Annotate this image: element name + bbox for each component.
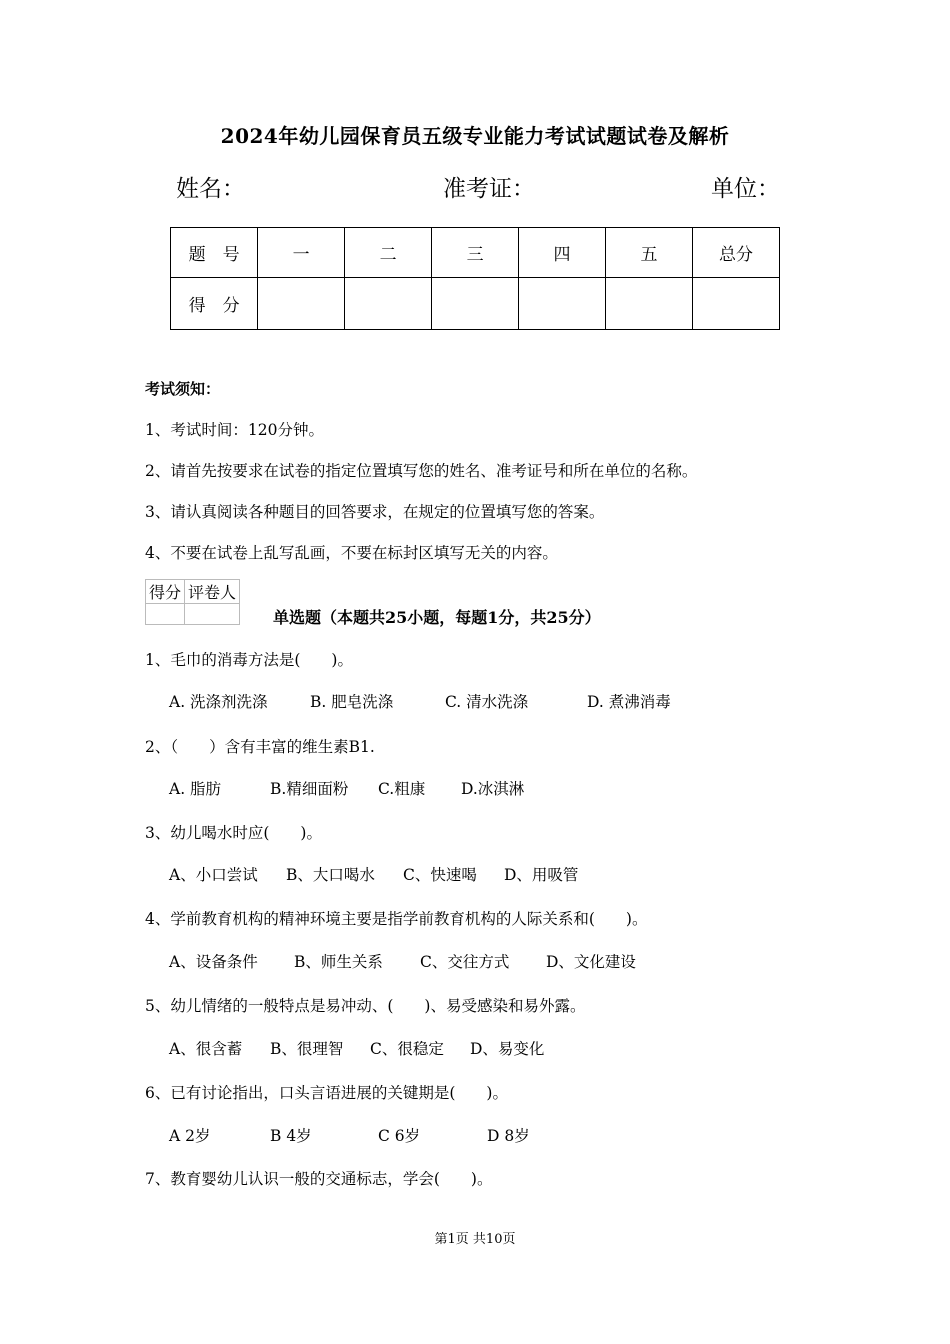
option: B、大口喝水	[286, 866, 375, 884]
unit-field-label: 单位：	[711, 176, 780, 202]
question-6: 6、已有讨论指出，口头言语进展的关键期是( )。	[145, 1084, 508, 1102]
note-item: 4、不要在试卷上乱写乱画，不要在标封区填写无关的内容。	[145, 544, 558, 562]
question-5: 5、幼儿情绪的一般特点是易冲动、( )、易受感染和易外露。	[145, 997, 586, 1015]
score-cell-header: 一	[258, 228, 345, 278]
exam-id-field-label: 准考证：	[443, 176, 535, 202]
grader-score-cell	[146, 604, 185, 625]
option: C 6岁	[378, 1127, 421, 1145]
score-cell-header: 题 号	[171, 228, 258, 278]
score-cell-header: 三	[432, 228, 519, 278]
option: C.粗康	[378, 780, 426, 798]
score-cell-empty	[606, 278, 693, 330]
option: D、用吸管	[504, 866, 579, 884]
option: B.精细面粉	[270, 780, 349, 798]
option: A 2岁	[169, 1127, 211, 1145]
page-footer: 第1页 共10页	[434, 1232, 516, 1247]
score-cell-empty	[519, 278, 606, 330]
question-3: 3、幼儿喝水时应( )。	[145, 824, 322, 842]
score-cell-empty	[345, 278, 432, 330]
score-table-score-row	[171, 278, 780, 330]
option: C、快速喝	[403, 866, 477, 884]
option: B. 肥皂洗涤	[310, 693, 394, 711]
option: C、很稳定	[370, 1040, 444, 1058]
grader-reviewer-label: 评卷人	[185, 580, 240, 604]
note-item: 1、考试时间：120分钟。	[145, 421, 324, 439]
note-item: 2、请首先按要求在试卷的指定位置填写您的姓名、准考证号和所在单位的名称。	[145, 462, 698, 480]
question-1: 1、毛巾的消毒方法是( )。	[145, 651, 353, 669]
score-cell-header: 四	[519, 228, 606, 278]
page-title: 2024年幼儿园保育员五级专业能力考试试题试卷及解析	[220, 124, 730, 148]
option: D 8岁	[487, 1127, 530, 1145]
score-cell-empty	[692, 278, 779, 330]
option: A、很含蓄	[169, 1040, 243, 1058]
question-7: 7、教育婴幼儿认识一般的交通标志，学会( )。	[145, 1170, 493, 1188]
grader-reviewer-cell	[185, 604, 240, 625]
score-cell-empty	[258, 278, 345, 330]
note-item: 3、请认真阅读各种题目的回答要求，在规定的位置填写您的答案。	[145, 503, 605, 521]
option: B、师生关系	[294, 953, 383, 971]
option: D. 煮沸消毒	[587, 693, 671, 711]
score-cell-empty	[432, 278, 519, 330]
score-cell-header: 二	[345, 228, 432, 278]
option: C. 清水洗涤	[445, 693, 529, 711]
question-2: 2、（ ）含有丰富的维生素B1.	[145, 738, 375, 756]
score-row-label: 得 分	[171, 278, 258, 330]
score-cell-header: 总分	[692, 228, 779, 278]
option: D.冰淇淋	[461, 780, 525, 798]
option: A. 洗涤剂洗涤	[169, 693, 268, 711]
grader-box	[145, 579, 240, 625]
notes-title: 考试须知：	[145, 380, 221, 398]
option: D、文化建设	[546, 953, 636, 971]
question-4: 4、学前教育机构的精神环境主要是指学前教育机构的人际关系和( )。	[145, 910, 648, 928]
score-table	[170, 227, 780, 330]
option: A. 脂肪	[169, 780, 222, 798]
option: B 4岁	[270, 1127, 312, 1145]
section-title: 单选题（本题共25小题，每题1分，共25分）	[273, 608, 601, 627]
name-field-label: 姓名：	[176, 176, 245, 202]
option: B、很理智	[270, 1040, 344, 1058]
option: D、易变化	[470, 1040, 545, 1058]
option: A、小口尝试	[169, 866, 258, 884]
score-table-header-row	[171, 228, 780, 278]
option: C、交往方式	[420, 953, 510, 971]
score-cell-header: 五	[606, 228, 693, 278]
option: A、设备条件	[169, 953, 258, 971]
grader-score-label: 得分	[146, 580, 185, 604]
